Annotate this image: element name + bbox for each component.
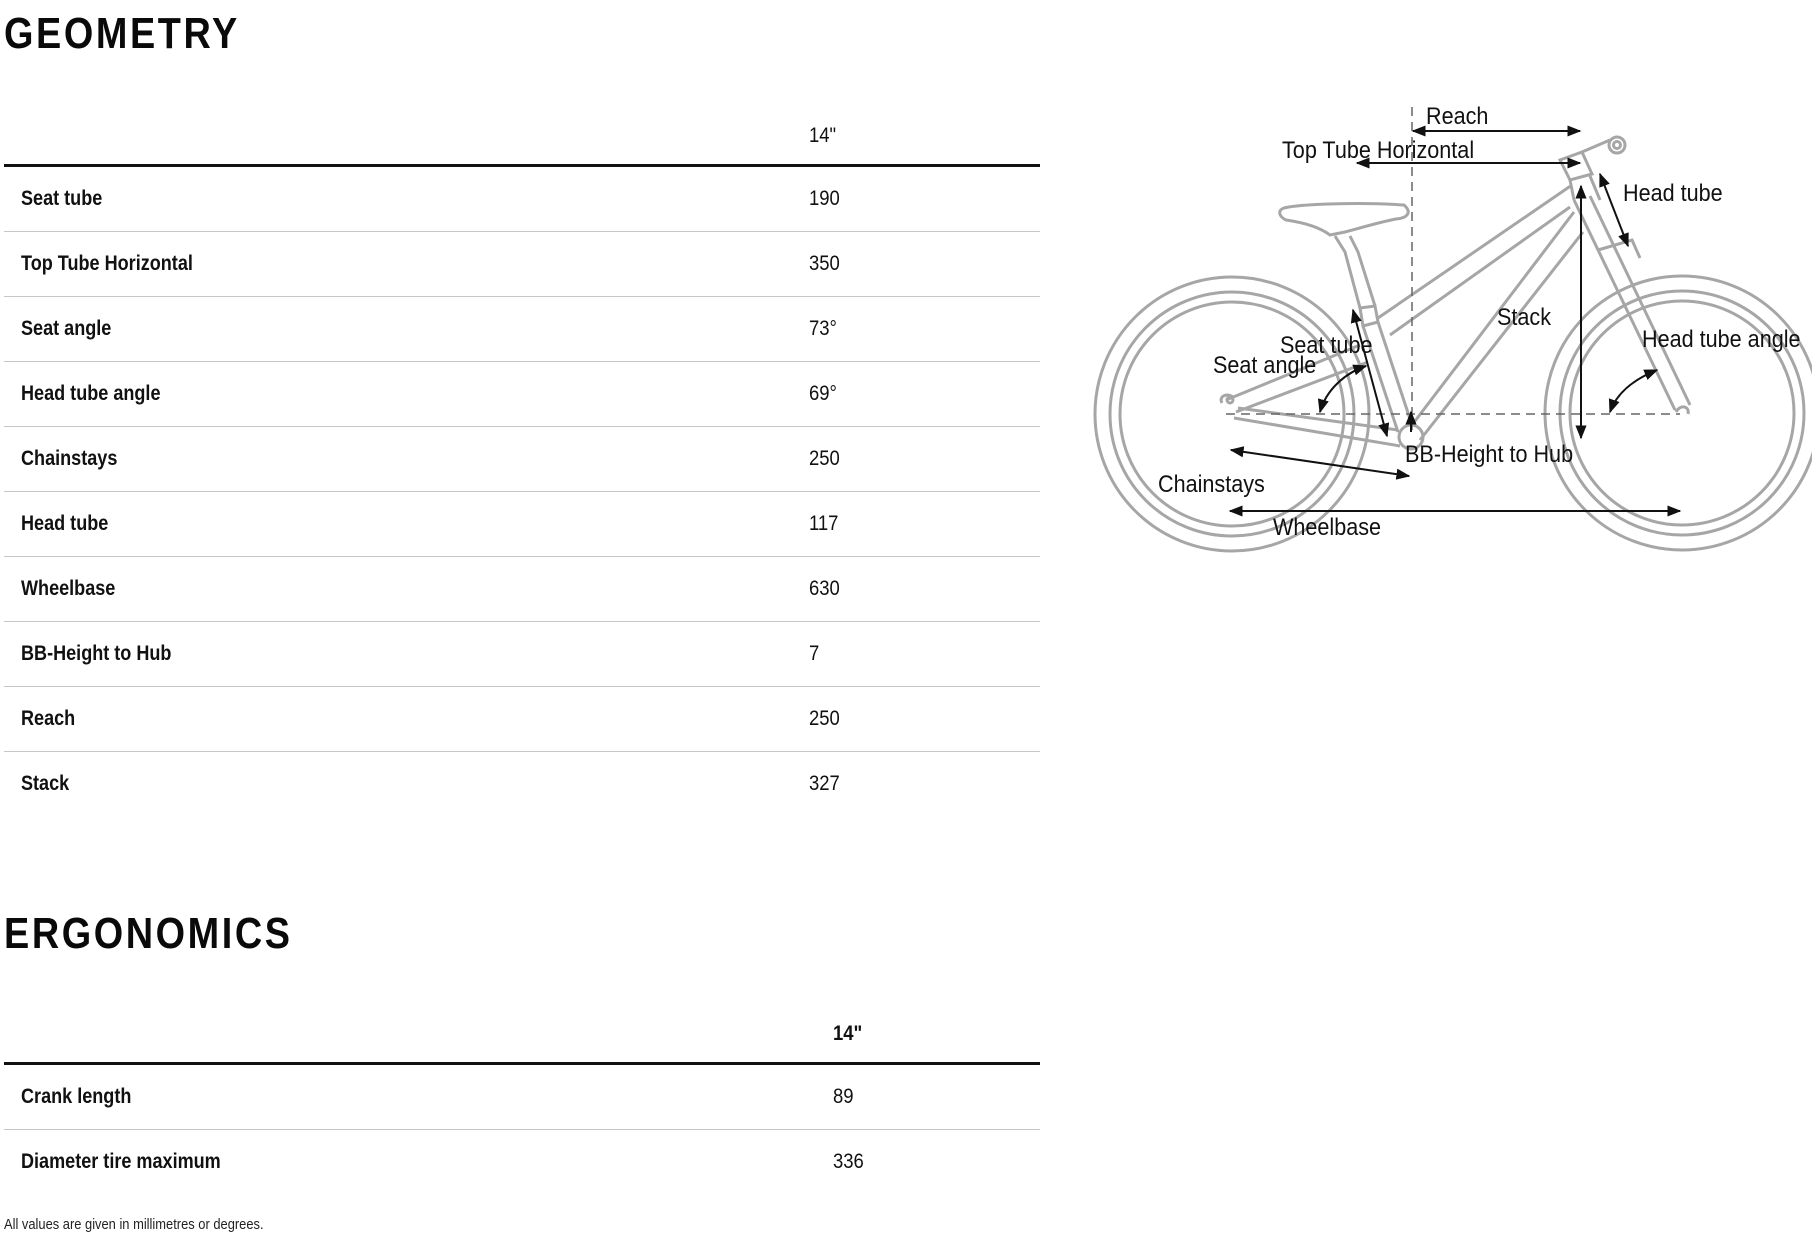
size-column-header: 14" [833,1022,863,1045]
row-value: 630 [809,577,840,600]
row-value: 336 [833,1150,864,1173]
row-label: Head tube [21,512,109,535]
row-value: 250 [809,707,840,730]
row-label: Crank length [21,1085,132,1108]
ergonomics-table-header [4,1002,1040,1065]
geometry-table [4,104,1040,816]
diagram-label-head-tube: Head tube [1623,180,1723,207]
diagram-label-wheelbase: Wheelbase [1273,514,1382,541]
row-value: 7 [809,642,820,665]
bike-geometry-diagram [1080,95,1812,575]
diagram-label-reach: Reach [1426,103,1489,130]
table-row [4,622,1040,687]
row-label: Chainstays [21,447,118,470]
table-row [4,1065,1040,1130]
diagram-label-seat-angle: Seat angle [1213,352,1317,379]
table-row [4,232,1040,297]
row-value: 250 [809,447,840,470]
size-column-header: 14" [809,124,837,147]
row-value: 73° [809,317,837,340]
row-value: 89 [833,1085,854,1108]
table-row [4,557,1040,622]
row-value: 117 [809,512,839,535]
row-label: Wheelbase [21,577,116,600]
table-row [4,362,1040,427]
table-row [4,167,1040,232]
row-label: Stack [21,772,70,795]
row-label: Head tube angle [21,382,161,405]
table-row [4,687,1040,752]
table-row [4,297,1040,362]
table-row [4,752,1040,816]
row-label: BB-Height to Hub [21,642,172,665]
ergonomics-table [4,1002,1040,1194]
diagram-label-chainstays: Chainstays [1158,471,1265,498]
table-row [4,427,1040,492]
row-value: 190 [809,187,840,210]
row-value: 69° [809,382,837,405]
table-row [4,492,1040,557]
geometry-table-header [4,104,1040,167]
row-label: Reach [21,707,76,730]
units-footnote: All values are given in millimetres or degrees. [4,1216,264,1233]
ergonomics-title: ERGONOMICS [4,909,293,958]
table-row [4,1130,1040,1194]
row-value: 350 [809,252,840,275]
row-label: Seat angle [21,317,112,340]
row-value: 327 [809,772,840,795]
row-label: Top Tube Horizontal [21,252,193,275]
diagram-label-stack: Stack [1497,304,1552,331]
row-label: Seat tube [21,187,103,210]
diagram-label-head-tube-angle: Head tube angle [1642,326,1801,353]
diagram-label-top-tube-horizontal: Top Tube Horizontal [1282,137,1475,164]
diagram-label-bb-height-to-hub: BB-Height to Hub [1405,441,1574,468]
diagram-label-seat-tube: Seat tube [1280,332,1373,359]
geometry-title: GEOMETRY [4,9,240,58]
row-label: Diameter tire maximum [21,1150,221,1173]
